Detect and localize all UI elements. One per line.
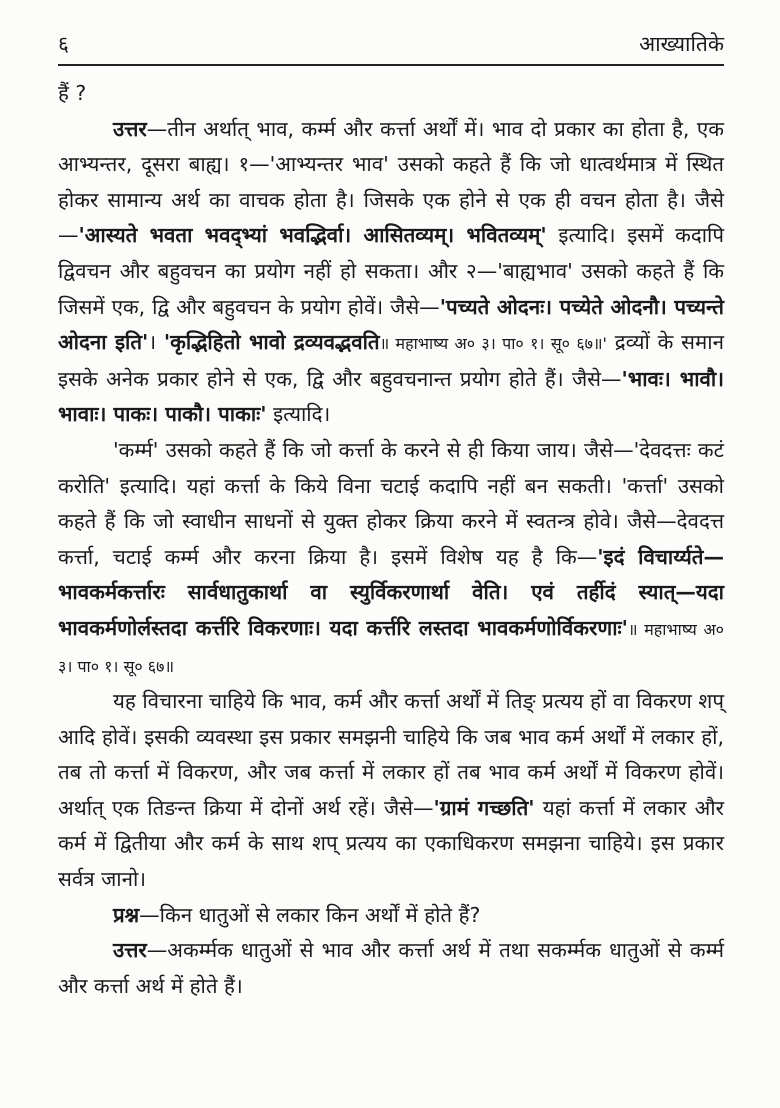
answer-label: उत्तर — [113, 938, 147, 963]
paragraph-answer-1: उत्तर—तीन अर्थात् भाव, कर्म्म और कर्त्ता अर्थों में। भाव दो प्रकार का होता है, एक आभ्यन्तर, दूसरा बाह्य। १—'आभ्यन्तर भाव' उसको कहते हैं कि जो धात्वर्थमात्र में स्थित होकर सामान्य अर्थ का वाचक होता है। जिसके एक होने से एक ही वचन होता है। जैसे—'आस्यते भवता भवद्भ्यां भवद्भिर्वा। आसितव्यम्। भवितव्यम्' इत्यादि। इसमें कदापि द्विवचन और बहुवचन का प्रयोग नहीं हो सकता। और २—'बाह्यभाव' उसको कहते हैं कि जिसमें एक, द्वि और बहुवचन के प्रयोग होवें। जैसे—'पच्यते ओदनः। पच्येते ओदनौ। पच्यन्ते ओदना इति'। 'कृद्भिहितो भावो द्रव्यवद्भवति॥ महाभाष्य अ० ३। पा० १। सू० ६७॥' द्रव्यों के समान इसके अनेक प्रकार होने से एक, द्वि और बहुवचनान्त प्रयोग होते हैं। जैसे—'भावः। भावौ। भावाः। पाकः। पाकौ। पाकाः' इत्यादि। — [58, 116, 724, 427]
page-header — [58, 22, 724, 58]
answer-label: उत्तर — [113, 116, 147, 141]
paragraph-karma: 'कर्म्म' उसको कहते हैं कि जो कर्त्ता के करने से ही किया जाय। जैसे—'देवदत्तः कटं करोति' इत्यादि। यहां कर्त्ता के किये विना चटाई कदापि नहीं बन सकती। 'कर्त्ता' उसको कहते हैं कि जो स्वाधीन साधनों से युक्त होकर क्रिया करने में स्वतन्त्र होवे। जैसे—देवदत्त कर्त्ता, चटाई कर्म्म और करना क्रिया है। इसमें विशेष यह है कि—'इदं विचार्य्यते—भावकर्मकर्त्तारः सार्वधातुकार्था वा स्युर्विकरणार्था वेति। एवं तर्हीदं स्यात्—यदा भावकर्मणोर्लस्तदा कर्त्तरि विकरणाः। यदा कर्त्तरि लस्तदा भावकर्मणोर्विकरणाः'॥ महाभाष्य अ० ३। पा० १। सू० ६७॥ — [58, 437, 724, 676]
header-rule — [58, 64, 724, 66]
citation: ॥ महाभाष्य अ० ३। पा० १। सू० ६७॥' — [379, 334, 607, 354]
quote-bold: 'कृद्भिहितो भावो द्रव्यवद्भवति — [163, 330, 380, 355]
example-bold: 'आस्यते भवता भवद्भ्यां भवद्भिर्वा। आसितव्यम्। भवितव्यम्' — [78, 223, 547, 248]
paragraph-continuation: हैं ? — [58, 81, 87, 105]
example-bold: 'पच्यते ओदनः। पच्येते ओदनौ। पच्यन्ते ओदना इति' — [58, 294, 724, 355]
paragraph-vicharana: यह विचारना चाहिये कि भाव, कर्म और कर्त्ता अर्थों में तिङ् प्रत्यय हों वा विकरण शप् आदि होवें। इसकी व्यवस्था इस प्रकार समझनी चाहिये कि जब भाव कर्म अर्थों में लकार हों, तब तो कर्त्ता में विकरण, और जब कर्त्ता में लकार हों तब भाव कर्म अर्थों में विकरण होवें। अर्थात् एक तिङन्त क्रिया में दोनों अर्थ रहें। जैसे—'ग्रामं गच्छति' यहां कर्त्ता में लकार और कर्म में द्वितीया और कर्म के साथ शप् प्रत्यय का एकाधिकरण समझना चाहिये। इस प्रकार सर्वत्र जानो। — [58, 689, 724, 892]
running-title: आख्यातिके — [639, 32, 724, 56]
paragraph-question: प्रश्न—किन धातुओं से लकार किन अर्थों में होते हैं? — [113, 902, 481, 927]
page-number: ६ — [58, 32, 69, 56]
question-label: प्रश्न — [113, 902, 140, 927]
example-bold: 'ग्रामं गच्छति' — [433, 795, 535, 820]
page-body — [58, 76, 724, 1004]
paragraph-answer-2: उत्तर—अकर्म्मक धातुओं से भाव और कर्त्ता अर्थ में तथा सकर्म्मक धातुओं से कर्म्म और कर्त्ता अर्थ में होते हैं। — [58, 938, 724, 998]
citation: ॥ महाभाष्य अ० ३। पा० १। सू० ६७॥ — [58, 619, 724, 676]
example-bold: 'भावः। भावौ। भावाः। पाकः। पाकौ। पाकाः' — [58, 366, 724, 427]
quote-bold: 'इदं विचार्य्यते—भावकर्मकर्त्तारः सार्वधातुकार्था वा स्युर्विकरणार्था वेति। एवं तर्हीदं स्यात्—यदा भावकर्मणोर्लस्तदा कर्त्तरि विकरणाः। यदा कर्त्तरि लस्तदा भावकर्मणोर्विकरणाः' — [58, 544, 724, 640]
